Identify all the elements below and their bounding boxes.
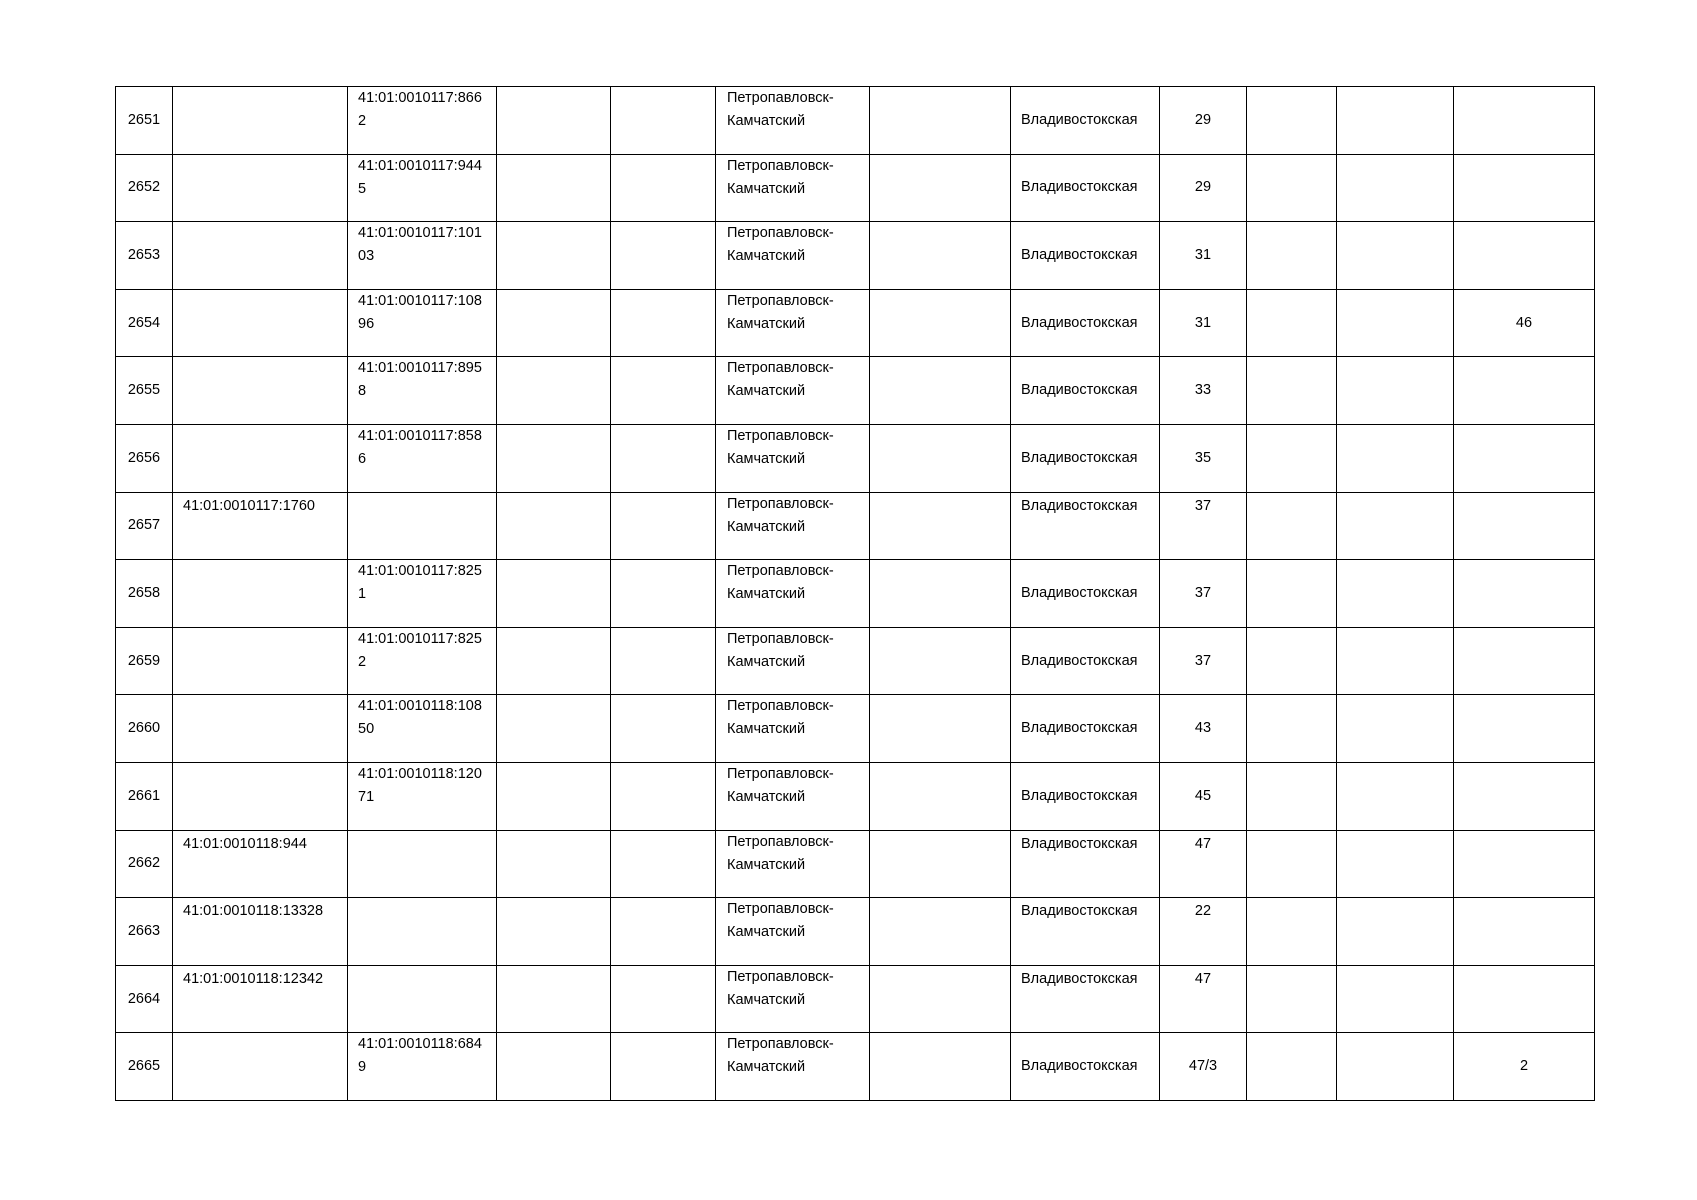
- row-number-cell: 2655: [116, 357, 173, 425]
- table-body: [116, 87, 1595, 1101]
- cadastral-number-premises-cell: 41:01:0010117:8586: [348, 424, 497, 492]
- table-row: [116, 965, 1595, 1033]
- empty-cell: [611, 289, 716, 357]
- city-cell: Петропавловск-Камчатский: [716, 898, 870, 966]
- empty-cell: [1337, 695, 1454, 763]
- house-number-cell: 37: [1160, 492, 1247, 560]
- empty-cell: [497, 965, 611, 1033]
- empty-cell: [611, 1033, 716, 1101]
- table-row: [116, 830, 1595, 898]
- row-number-cell: 2662: [116, 830, 173, 898]
- city-cell: Петропавловск-Камчатский: [716, 289, 870, 357]
- empty-cell: [870, 898, 1011, 966]
- street-cell: Владивостокская: [1011, 695, 1160, 763]
- empty-cell: [1247, 627, 1337, 695]
- empty-cell: [870, 289, 1011, 357]
- street-cell: Владивостокская: [1011, 492, 1160, 560]
- table-row: [116, 1033, 1595, 1101]
- table-row: [116, 560, 1595, 628]
- cadastral-number-building-cell: [173, 1033, 348, 1101]
- house-number-cell: 45: [1160, 762, 1247, 830]
- cadastral-number-premises-cell: 41:01:0010118:12071: [348, 762, 497, 830]
- row-number-cell: 2651: [116, 87, 173, 155]
- row-number-cell: 2665: [116, 1033, 173, 1101]
- empty-cell: [1337, 424, 1454, 492]
- cadastral-number-premises-cell: 41:01:0010117:9445: [348, 154, 497, 222]
- city-cell: Петропавловск-Камчатский: [716, 87, 870, 155]
- cadastral-number-premises-cell: 41:01:0010117:8251: [348, 560, 497, 628]
- empty-cell: [1337, 154, 1454, 222]
- row-number-cell: 2663: [116, 898, 173, 966]
- empty-cell: [611, 154, 716, 222]
- apartment-number-cell: [1454, 695, 1595, 763]
- house-number-cell: 35: [1160, 424, 1247, 492]
- table-row: [116, 695, 1595, 763]
- house-number-cell: 29: [1160, 87, 1247, 155]
- cadastral-number-premises-cell: [348, 898, 497, 966]
- empty-cell: [611, 898, 716, 966]
- apartment-number-cell: [1454, 965, 1595, 1033]
- cadastral-number-building-cell: [173, 222, 348, 290]
- empty-cell: [611, 830, 716, 898]
- empty-cell: [1337, 627, 1454, 695]
- house-number-cell: 37: [1160, 627, 1247, 695]
- house-number-cell: 31: [1160, 289, 1247, 357]
- empty-cell: [870, 424, 1011, 492]
- table-row: [116, 762, 1595, 830]
- table-row: [116, 87, 1595, 155]
- empty-cell: [1337, 87, 1454, 155]
- cadastral-number-building-cell: 41:01:0010118:12342: [173, 965, 348, 1033]
- city-cell: Петропавловск-Камчатский: [716, 560, 870, 628]
- apartment-number-cell: [1454, 492, 1595, 560]
- table-row: [116, 627, 1595, 695]
- empty-cell: [497, 898, 611, 966]
- apartment-number-cell: [1454, 357, 1595, 425]
- empty-cell: [497, 87, 611, 155]
- table-row: [116, 898, 1595, 966]
- empty-cell: [870, 87, 1011, 155]
- street-cell: Владивостокская: [1011, 1033, 1160, 1101]
- apartment-number-cell: [1454, 898, 1595, 966]
- empty-cell: [870, 627, 1011, 695]
- city-cell: Петропавловск-Камчатский: [716, 762, 870, 830]
- empty-cell: [1247, 289, 1337, 357]
- empty-cell: [611, 627, 716, 695]
- house-number-cell: 31: [1160, 222, 1247, 290]
- row-number-cell: 2660: [116, 695, 173, 763]
- street-cell: Владивостокская: [1011, 560, 1160, 628]
- apartment-number-cell: [1454, 222, 1595, 290]
- street-cell: Владивостокская: [1011, 357, 1160, 425]
- empty-cell: [497, 627, 611, 695]
- empty-cell: [870, 830, 1011, 898]
- city-cell: Петропавловск-Камчатский: [716, 695, 870, 763]
- cadastral-number-premises-cell: [348, 492, 497, 560]
- empty-cell: [497, 492, 611, 560]
- row-number-cell: 2657: [116, 492, 173, 560]
- cadastral-number-premises-cell: [348, 965, 497, 1033]
- cadastral-number-building-cell: [173, 627, 348, 695]
- empty-cell: [1247, 762, 1337, 830]
- apartment-number-cell: [1454, 560, 1595, 628]
- empty-cell: [1247, 87, 1337, 155]
- empty-cell: [870, 154, 1011, 222]
- empty-cell: [1337, 357, 1454, 425]
- cadastral-number-premises-cell: 41:01:0010117:8662: [348, 87, 497, 155]
- street-cell: Владивостокская: [1011, 87, 1160, 155]
- street-cell: Владивостокская: [1011, 898, 1160, 966]
- row-number-cell: 2658: [116, 560, 173, 628]
- city-cell: Петропавловск-Камчатский: [716, 492, 870, 560]
- apartment-number-cell: [1454, 830, 1595, 898]
- city-cell: Петропавловск-Камчатский: [716, 627, 870, 695]
- house-number-cell: 22: [1160, 898, 1247, 966]
- row-number-cell: 2653: [116, 222, 173, 290]
- empty-cell: [1337, 898, 1454, 966]
- street-cell: Владивостокская: [1011, 289, 1160, 357]
- empty-cell: [1337, 965, 1454, 1033]
- cadastral-number-building-cell: 41:01:0010118:944: [173, 830, 348, 898]
- empty-cell: [611, 87, 716, 155]
- table-row: [116, 222, 1595, 290]
- empty-cell: [1247, 560, 1337, 628]
- row-number-cell: 2659: [116, 627, 173, 695]
- city-cell: Петропавловск-Камчатский: [716, 965, 870, 1033]
- street-cell: Владивостокская: [1011, 830, 1160, 898]
- table-row: [116, 424, 1595, 492]
- cadastral-number-building-cell: [173, 695, 348, 763]
- empty-cell: [611, 762, 716, 830]
- apartment-number-cell: 2: [1454, 1033, 1595, 1101]
- house-number-cell: 33: [1160, 357, 1247, 425]
- cadastral-number-premises-cell: 41:01:0010117:10896: [348, 289, 497, 357]
- street-cell: Владивостокская: [1011, 627, 1160, 695]
- empty-cell: [870, 222, 1011, 290]
- cadastral-number-premises-cell: 41:01:0010117:8958: [348, 357, 497, 425]
- row-number-cell: 2656: [116, 424, 173, 492]
- row-number-cell: 2661: [116, 762, 173, 830]
- house-number-cell: 47: [1160, 830, 1247, 898]
- empty-cell: [1337, 1033, 1454, 1101]
- empty-cell: [611, 965, 716, 1033]
- empty-cell: [497, 830, 611, 898]
- apartment-number-cell: [1454, 87, 1595, 155]
- address-registry-table: [115, 86, 1595, 1101]
- street-cell: Владивостокская: [1011, 424, 1160, 492]
- street-cell: Владивостокская: [1011, 965, 1160, 1033]
- apartment-number-cell: [1454, 154, 1595, 222]
- empty-cell: [1337, 222, 1454, 290]
- empty-cell: [1247, 1033, 1337, 1101]
- empty-cell: [1247, 357, 1337, 425]
- table-row: [116, 154, 1595, 222]
- row-number-cell: 2664: [116, 965, 173, 1033]
- empty-cell: [870, 762, 1011, 830]
- empty-cell: [1247, 154, 1337, 222]
- cadastral-number-building-cell: [173, 762, 348, 830]
- table-row: [116, 289, 1595, 357]
- cadastral-number-building-cell: [173, 289, 348, 357]
- street-cell: Владивостокская: [1011, 154, 1160, 222]
- empty-cell: [611, 222, 716, 290]
- empty-cell: [1247, 492, 1337, 560]
- empty-cell: [1247, 830, 1337, 898]
- empty-cell: [497, 762, 611, 830]
- cadastral-number-building-cell: 41:01:0010117:1760: [173, 492, 348, 560]
- empty-cell: [497, 695, 611, 763]
- empty-cell: [1247, 965, 1337, 1033]
- empty-cell: [1247, 424, 1337, 492]
- empty-cell: [497, 289, 611, 357]
- cadastral-number-premises-cell: [348, 830, 497, 898]
- city-cell: Петропавловск-Камчатский: [716, 1033, 870, 1101]
- cadastral-number-premises-cell: 41:01:0010117:8252: [348, 627, 497, 695]
- cadastral-number-building-cell: [173, 87, 348, 155]
- empty-cell: [497, 222, 611, 290]
- apartment-number-cell: [1454, 424, 1595, 492]
- empty-cell: [611, 695, 716, 763]
- city-cell: Петропавловск-Камчатский: [716, 222, 870, 290]
- cadastral-number-premises-cell: 41:01:0010118:10850: [348, 695, 497, 763]
- empty-cell: [1337, 289, 1454, 357]
- empty-cell: [611, 424, 716, 492]
- apartment-number-cell: [1454, 627, 1595, 695]
- empty-cell: [611, 357, 716, 425]
- apartment-number-cell: 46: [1454, 289, 1595, 357]
- house-number-cell: 43: [1160, 695, 1247, 763]
- empty-cell: [1247, 222, 1337, 290]
- table-row: [116, 357, 1595, 425]
- empty-cell: [1337, 492, 1454, 560]
- empty-cell: [870, 965, 1011, 1033]
- cadastral-number-building-cell: 41:01:0010118:13328: [173, 898, 348, 966]
- house-number-cell: 47/3: [1160, 1033, 1247, 1101]
- empty-cell: [870, 560, 1011, 628]
- cadastral-number-premises-cell: 41:01:0010117:10103: [348, 222, 497, 290]
- empty-cell: [1337, 560, 1454, 628]
- city-cell: Петропавловск-Камчатский: [716, 830, 870, 898]
- cadastral-number-building-cell: [173, 154, 348, 222]
- empty-cell: [870, 695, 1011, 763]
- empty-cell: [497, 1033, 611, 1101]
- cadastral-number-building-cell: [173, 357, 348, 425]
- row-number-cell: 2652: [116, 154, 173, 222]
- empty-cell: [611, 560, 716, 628]
- house-number-cell: 29: [1160, 154, 1247, 222]
- empty-cell: [870, 357, 1011, 425]
- house-number-cell: 47: [1160, 965, 1247, 1033]
- street-cell: Владивостокская: [1011, 762, 1160, 830]
- city-cell: Петропавловск-Камчатский: [716, 357, 870, 425]
- row-number-cell: 2654: [116, 289, 173, 357]
- house-number-cell: 37: [1160, 560, 1247, 628]
- city-cell: Петропавловск-Камчатский: [716, 424, 870, 492]
- street-cell: Владивостокская: [1011, 222, 1160, 290]
- empty-cell: [1247, 695, 1337, 763]
- empty-cell: [497, 154, 611, 222]
- empty-cell: [1337, 830, 1454, 898]
- apartment-number-cell: [1454, 762, 1595, 830]
- empty-cell: [1337, 762, 1454, 830]
- empty-cell: [870, 492, 1011, 560]
- cadastral-number-building-cell: [173, 424, 348, 492]
- empty-cell: [611, 492, 716, 560]
- empty-cell: [497, 424, 611, 492]
- cadastral-number-premises-cell: 41:01:0010118:6849: [348, 1033, 497, 1101]
- empty-cell: [497, 357, 611, 425]
- empty-cell: [497, 560, 611, 628]
- cadastral-number-building-cell: [173, 560, 348, 628]
- table-row: [116, 492, 1595, 560]
- empty-cell: [1247, 898, 1337, 966]
- empty-cell: [870, 1033, 1011, 1101]
- city-cell: Петропавловск-Камчатский: [716, 154, 870, 222]
